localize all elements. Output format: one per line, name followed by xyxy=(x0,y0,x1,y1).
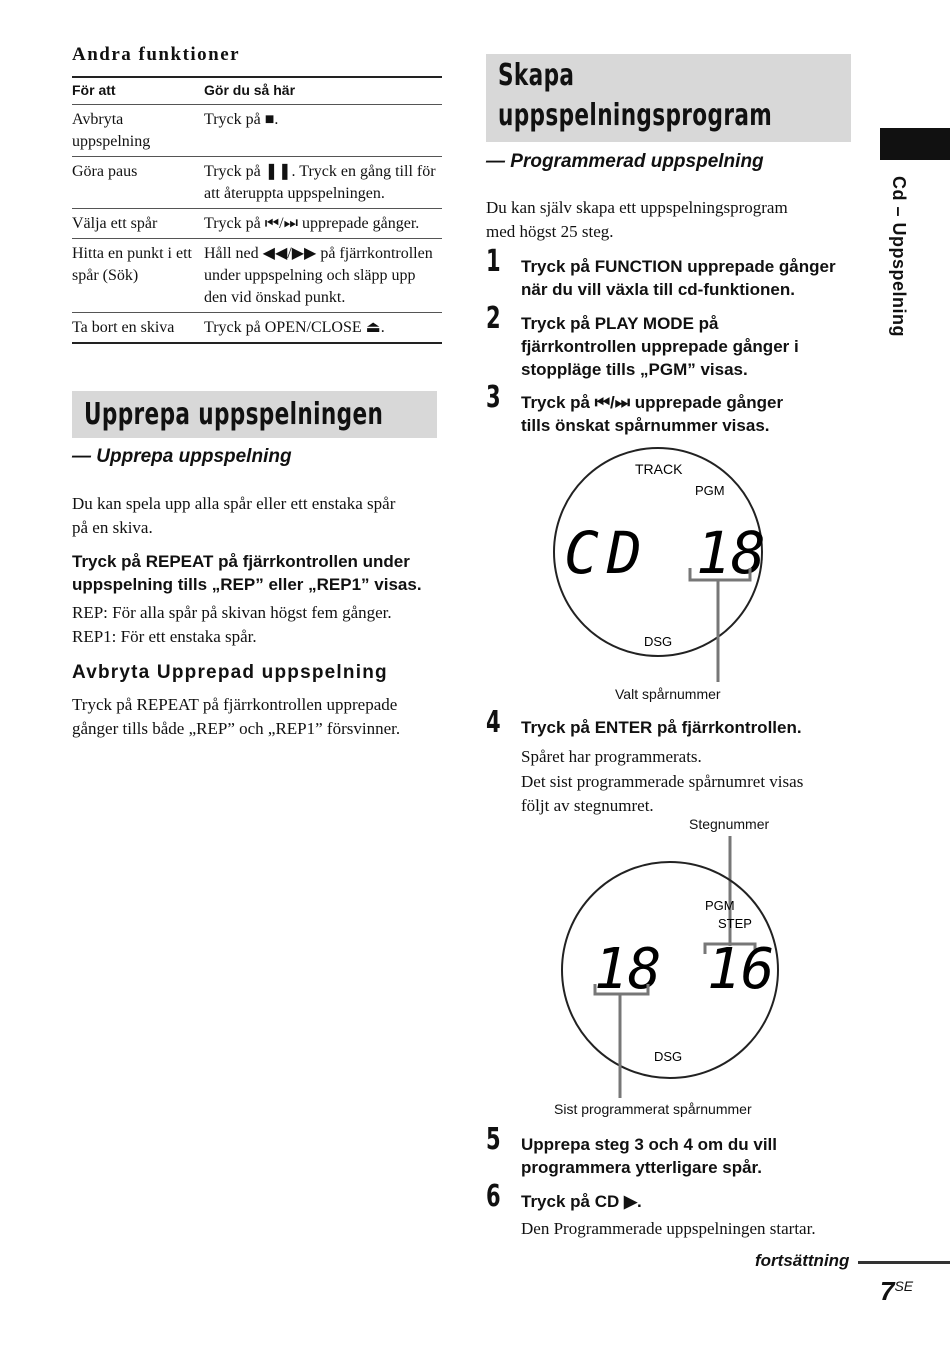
section-banner-title: Upprepa uppspelningen xyxy=(84,397,384,432)
display-step-number: 16 xyxy=(707,937,775,1002)
table-cell: Välja ett spår xyxy=(72,209,204,239)
table-cell: Tryck på ⏮/⏭ upprepade gånger. xyxy=(204,209,442,239)
step-number: 5 xyxy=(486,1122,501,1157)
step-number: 3 xyxy=(486,380,501,415)
table-cell: Tryck på ■. xyxy=(204,105,442,157)
page-number-suffix: SE xyxy=(894,1278,914,1294)
display-step-label: STEP xyxy=(718,916,752,931)
step-number: 4 xyxy=(486,705,501,740)
section-banner-program xyxy=(486,54,851,142)
paragraph-line: Spåret har programmerats. xyxy=(521,747,702,766)
subsection-heading: Avbryta Upprepad uppspelning xyxy=(72,662,388,683)
side-tab-label: Cd – Uppspelning xyxy=(889,176,909,337)
section-subtitle: — Programmerad uppspelning xyxy=(486,151,764,172)
continued-label: fortsättning xyxy=(755,1251,850,1270)
section-banner-title: uppspelningsprogram xyxy=(498,98,773,133)
display-dsg-label: DSG xyxy=(644,634,673,649)
page-number xyxy=(880,1276,913,1307)
table-row xyxy=(72,157,442,209)
paragraph-line: på en skiva. xyxy=(72,518,153,537)
paragraph-line: Du kan själv skapa ett uppspelningsprogram xyxy=(486,198,788,217)
table-cell: Hitta en punkt i ett spår (Sök) xyxy=(72,239,204,313)
step-text: Tryck på PLAY MODE på xyxy=(521,314,719,333)
display-cd-segments: CD xyxy=(564,519,650,587)
step-number: 6 xyxy=(486,1179,501,1214)
diagram-caption: Sist programmerat spårnummer xyxy=(554,1101,752,1117)
paragraph-line: följt av stegnumret. xyxy=(521,796,654,815)
table-cell: Göra paus xyxy=(72,157,204,209)
paragraph-line: Det sist programmerade spårnumret visas xyxy=(521,772,804,791)
step-text: Tryck på FUNCTION upprepade gånger xyxy=(521,257,836,276)
step-number: 2 xyxy=(486,301,501,336)
paragraph-line: Tryck på REPEAT på fjärrkontrollen upprepade xyxy=(72,695,398,714)
step-text: Tryck på ⏮/⏭ upprepade gånger xyxy=(521,393,784,412)
table-row xyxy=(72,313,442,344)
side-tab-marker xyxy=(880,128,950,160)
step-text: tills önskat spårnummer visas. xyxy=(521,416,770,435)
table-cell: Ta bort en skiva xyxy=(72,313,204,344)
display-track-label: TRACK xyxy=(635,461,683,477)
table-row xyxy=(72,105,442,157)
table-row xyxy=(72,239,442,313)
instruction-line: Tryck på REPEAT på fjärrkontrollen under xyxy=(72,552,410,571)
display-track-number: 18 xyxy=(696,519,766,587)
step-text: Tryck på CD ▶. xyxy=(521,1192,642,1211)
display-pgm-label: PGM xyxy=(695,483,725,498)
step-text: fjärrkontrollen upprepade gånger i xyxy=(521,337,799,356)
paragraph-line: REP: För alla spår på skivan högst fem gånger. xyxy=(72,603,392,622)
paragraph-line: REP1: För ett enstaka spår. xyxy=(72,627,257,646)
step-text: när du vill växla till cd-funktionen. xyxy=(521,280,795,299)
step-number: 1 xyxy=(486,244,501,279)
paragraph-line: gånger tills både „REP” och „REP1” försvinner. xyxy=(72,719,401,738)
section-banner-title: Skapa xyxy=(498,58,575,93)
diagram-caption: Valt spårnummer xyxy=(615,686,721,702)
section-banner-repeat xyxy=(72,391,437,438)
section-title-andra-funktioner: Andra funktioner xyxy=(72,44,241,65)
table-header-cell: För att xyxy=(72,77,204,105)
continued-rule xyxy=(858,1261,950,1264)
table-cell: Håll ned ◀◀/▶▶ på fjärrkontrollen under uppspelning och släpp upp den vid önskad punkt. xyxy=(204,239,442,313)
functions-table xyxy=(72,76,442,344)
section-subtitle: — Upprepa uppspelning xyxy=(72,446,292,467)
page-number-value: 7 xyxy=(880,1276,895,1306)
paragraph-line: med högst 25 steg. xyxy=(486,222,614,241)
diagram-caption: Stegnummer xyxy=(689,816,770,832)
table-header-cell: Gör du så här xyxy=(204,77,442,105)
step-text: Upprepa steg 3 och 4 om du vill xyxy=(521,1135,777,1154)
step-text: programmera ytterligare spår. xyxy=(521,1158,762,1177)
instruction-line: uppspelning tills „REP” eller „REP1” visas. xyxy=(72,575,422,594)
table-header-row xyxy=(72,77,442,105)
display-diagram-program-step xyxy=(550,836,790,1106)
display-dsg-label: DSG xyxy=(654,1049,683,1064)
display-track-number: 18 xyxy=(594,937,662,1002)
display-diagram-selected-track xyxy=(540,440,800,710)
display-pgm-label: PGM xyxy=(705,898,735,913)
paragraph-line: Den Programmerade uppspelningen startar. xyxy=(521,1219,816,1238)
table-cell: Tryck på OPEN/CLOSE ⏏. xyxy=(204,313,442,344)
step-text: stoppläge tills „PGM” visas. xyxy=(521,360,748,379)
paragraph-line: Du kan spela upp alla spår eller ett enstaka spår xyxy=(72,494,396,513)
table-row xyxy=(72,209,442,239)
table-cell: Tryck på ❚❚. Tryck en gång till för att återuppta uppspelningen. xyxy=(204,157,442,209)
table-cell: Avbryta uppspelning xyxy=(72,105,204,157)
step-text: Tryck på ENTER på fjärrkontrollen. xyxy=(521,718,802,737)
